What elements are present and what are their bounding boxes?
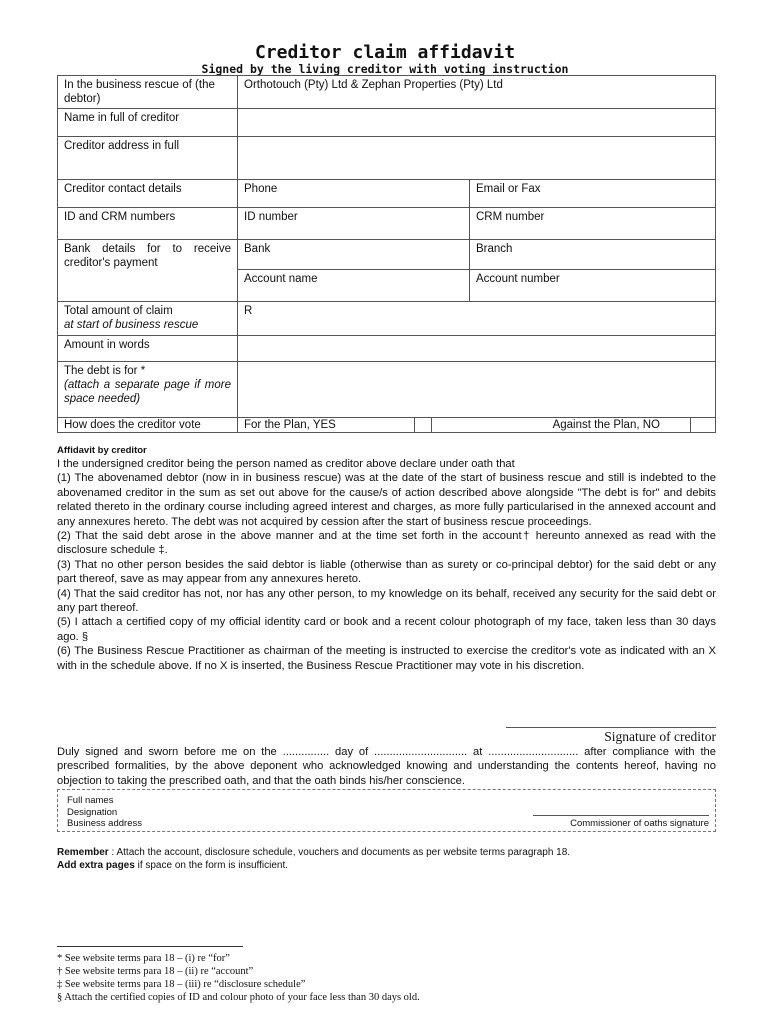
total-claim-subtitle: at start of business rescue — [64, 319, 199, 331]
debt-for-subtitle: (attach a separate page if more space needed) — [64, 379, 231, 405]
crm-number-field[interactable]: CRM number — [470, 208, 716, 240]
vote-no-checkbox[interactable] — [691, 418, 715, 432]
commissioner-box — [57, 789, 716, 832]
remember-text: : Attach the account, disclosure schedule, vouchers and documents as per website terms paragraph 18. — [108, 847, 571, 858]
page-title: Creditor claim affidavit — [254, 42, 516, 63]
account-name-field[interactable]: Account name — [238, 270, 470, 302]
branch-field[interactable]: Branch — [470, 240, 716, 270]
total-claim-title: Total amount of claim — [64, 305, 173, 317]
affidavit-clause-1: (1) The abovenamed debtor (now in in business rescue) was at the date of the start of business rescue and still is indebted to the abovenamed creditor in the sum as set out above for the cause/s of action described above alongside "The debt is for" and debits related thereto in the ordinary course including agreed interest and charges, as more fully particularised in the annexed account and any annexures hereto. The debt was not acquired by cession after the start of business rescue proceedings. — [57, 472, 716, 528]
vote-yes-checkbox[interactable] — [415, 418, 432, 432]
affidavit-body — [57, 457, 716, 673]
creditor-address-label: Creditor address in full — [58, 137, 238, 180]
footnote-divider — [57, 946, 243, 947]
affidavit-clause-3: (3) That no other person besides the said debtor is liable (otherwise than as surety or co-principal debtor) for the said debt or any part thereof, save as may appear from any annexures hereto. — [57, 558, 716, 586]
affidavit-intro: I the undersigned creditor being the person named as creditor above declare under oath that — [57, 458, 515, 470]
sworn-statement — [57, 745, 716, 788]
footnote-item: ‡ See website terms para 18 – (iii) re “disclosure schedule” — [57, 979, 306, 990]
bank-details-label: Bank details for to receive creditor's payment — [58, 240, 238, 302]
creditor-address-field[interactable] — [238, 137, 716, 180]
debt-for-title: The debt is for * — [64, 365, 146, 377]
email-fax-field[interactable]: Email or Fax — [470, 180, 716, 208]
business-rescue-value[interactable]: Orthotouch (Pty) Ltd & Zephan Properties (Pty) Ltd — [238, 76, 716, 109]
footnote-item: § Attach the certified copies of ID and colour photo of your face less than 30 days old. — [57, 992, 420, 1003]
remember-label: Remember — [57, 847, 109, 858]
commissioner-business-address[interactable]: Business address — [67, 818, 142, 829]
affidavit-clause-2: (2) That the said debt arose in the above manner and at the time set forth in the account† hereunto annexed as read with the disclosure schedule ‡. — [57, 530, 716, 557]
vote-no-label: Against the Plan, NO — [432, 418, 691, 432]
footnotes — [57, 952, 420, 1004]
vote-label: How does the creditor vote — [58, 418, 238, 433]
page-subtitle: Signed by the living creditor with voting instruction — [201, 62, 569, 76]
bank-field[interactable]: Bank — [238, 240, 470, 270]
footnote-item: † See website terms para 18 – (ii) re “account” — [57, 966, 254, 977]
affidavit-clause-4: (4) That the said creditor has not, nor has any other person, to my knowledge on its behalf, received any security for the said debt or any part thereof. — [57, 587, 716, 615]
id-crm-label: ID and CRM numbers — [58, 208, 238, 240]
creditor-name-field[interactable] — [238, 109, 716, 137]
contact-details-label: Creditor contact details — [58, 180, 238, 208]
creditor-form-table — [57, 75, 716, 433]
commissioner-full-names[interactable]: Full names — [67, 795, 114, 806]
commissioner-signature-line[interactable] — [533, 815, 709, 816]
amount-words-field[interactable] — [238, 336, 716, 362]
debt-for-field[interactable] — [238, 362, 716, 418]
creditor-signature-line[interactable] — [506, 727, 716, 728]
affidavit-heading: Affidavit by creditor — [57, 445, 147, 456]
vote-yes-label: For the Plan, YES — [238, 418, 415, 432]
creditor-name-label: Name in full of creditor — [58, 109, 238, 137]
amount-words-label: Amount in words — [58, 336, 238, 362]
account-number-field[interactable]: Account number — [470, 270, 716, 302]
commissioner-signature-label: Commissioner of oaths signature — [570, 818, 709, 829]
creditor-signature-label: Signature of creditor — [604, 729, 716, 744]
extra-pages-label: Add extra pages — [57, 859, 135, 871]
total-claim-label — [58, 302, 238, 336]
vote-row — [238, 418, 716, 433]
sworn-text: Duly signed and sworn before me on the ............... day of .............................. at ............................. after compliance with the prescribed formalities, by the above deponent who acknowledged knowing and understanding the contents hereof, having no objection to taking the prescribed oath, and that the oath binds his/her conscience. — [57, 746, 716, 787]
footnote-item: * See website terms para 18 – (i) re “for” — [57, 953, 230, 964]
debt-for-label — [58, 362, 238, 418]
phone-field[interactable]: Phone — [238, 180, 470, 208]
commissioner-designation[interactable]: Designation — [67, 806, 118, 818]
affidavit-clause-6: (6) The Business Rescue Practitioner as chairman of the meeting is instructed to exercise the creditor's vote as indicated with an X with in the schedule above. If no X is inserted, the Business Rescue Practitioner may vote in his discretion. — [57, 645, 716, 672]
extra-pages-text: if space on the form is insufficient. — [134, 859, 289, 871]
remember-note — [57, 847, 570, 872]
affidavit-clause-5: (5) I attach a certified copy of my official identity card or book and a recent colour photograph of my face, taken less than 30 days ago. § — [57, 616, 716, 643]
total-claim-field[interactable]: R — [238, 302, 716, 336]
id-number-field[interactable]: ID number — [238, 208, 470, 240]
business-rescue-label: In the business rescue of (the debtor) — [58, 76, 238, 109]
